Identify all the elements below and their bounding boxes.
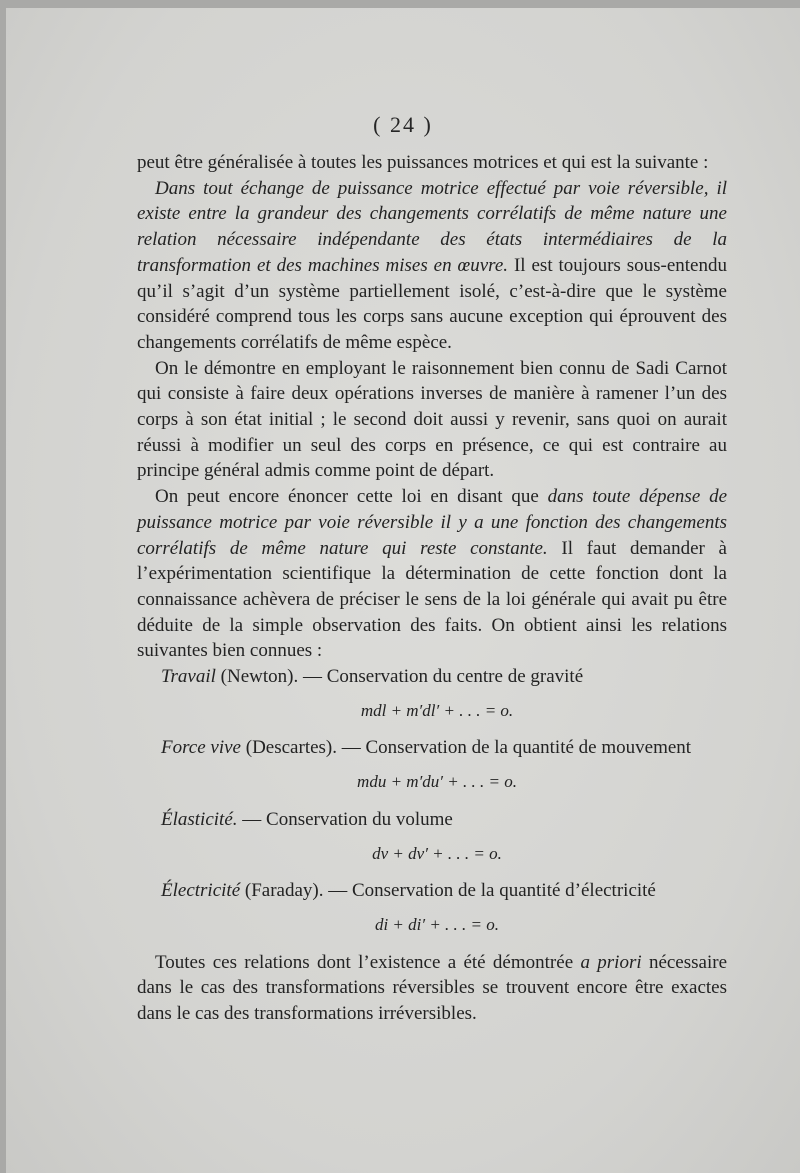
paragraph-3-rest: Il faut demander à l’expérimentation scientifique la détermination de cette fonction dont la connaissance achèvera de préciser le sens de la loi générale qui avait pu être déduite de la simple observation des faits. On obtient ainsi les relations suivantes bien connues : (137, 537, 727, 662)
paragraph-1 (137, 150, 727, 356)
relation-text: (Newton). — Conservation du centre de gravité (215, 666, 584, 688)
book-page (6, 8, 800, 1173)
paragraph-4-rest: nécessaire dans le cas des transformations réversibles se trouvent encore être exactes dans le cas des transformations irréversibles. (137, 951, 728, 1025)
relation-text: (Faraday). — Conservation de la quantité d’électricité (240, 880, 656, 902)
paragraph-2: On le démontre en employant le raisonnement bien connu de Sadi Carnot qui consiste à faire deux opérations inverses de manière à ramener l’un des corps à son état initial ; le second doit aussi y revenir, sans quoi on aurait réussi à modifier un seul des corps en présence, ce qui est contraire au principe général admis comme point de départ. (137, 357, 727, 482)
formula-travail: mdl + m′dl′ + . . . = o. (360, 700, 514, 720)
paragraph-1-rest: Il est toujours sous-entendu qu’il s’agit d’un système partiellement isolé, c’est-à-dire que le système considéré comprend tous les corps sans aucune exception qui éprouvent des changements corrélatifs de même espèce. (137, 254, 727, 353)
paragraph-1-italic: Dans tout échange de puissance motrice effectué par voie réversible, il existe entre la grandeur des changements corrélatifs de même nature une relation nécessaire indépendante des états intermédiaires de la transformation et des machines mises en œuvre. (137, 177, 727, 276)
paragraph-4 (137, 950, 727, 1027)
paragraph-1-text: peut être généralisée à toutes les puissances motrices et qui est la suivante : (137, 152, 709, 173)
paragraph-3 (137, 484, 727, 664)
relation-term: Force vive (161, 737, 241, 759)
relation-elasticite (137, 807, 727, 833)
paragraph-4-start: Toutes ces relations dont l’existence a été démontrée (155, 951, 581, 973)
relation-term: Élasticité. (161, 808, 238, 830)
relation-text: (Descartes). — Conservation de la quantité de mouvement (241, 737, 692, 759)
paragraph-3-start: On peut encore énoncer cette loi en disant que (155, 486, 548, 508)
formula-elasticite: dv + dv′ + . . . = o. (372, 843, 502, 863)
body-text (137, 150, 727, 1027)
paragraph-3-italic: dans toute dépense de puissance motrice par voie réversible il y a une fonction des changements corrélatifs de même nature qui reste constante. (137, 486, 727, 559)
relation-travail (137, 664, 727, 690)
formula-electricite: di + di′ + . . . = o. (374, 914, 500, 934)
paragraph-4-italic: a priori (580, 951, 642, 973)
relation-text: — Conservation du volume (237, 808, 453, 830)
relation-force-vive (137, 735, 727, 761)
relation-term: Travail (161, 666, 216, 688)
relation-electricite (137, 878, 727, 904)
formula-force-vive: mdu + m′du′ + . . . = o. (357, 772, 517, 792)
page-number: ( 24 ) (373, 112, 433, 137)
relation-term: Électricité (161, 880, 241, 902)
